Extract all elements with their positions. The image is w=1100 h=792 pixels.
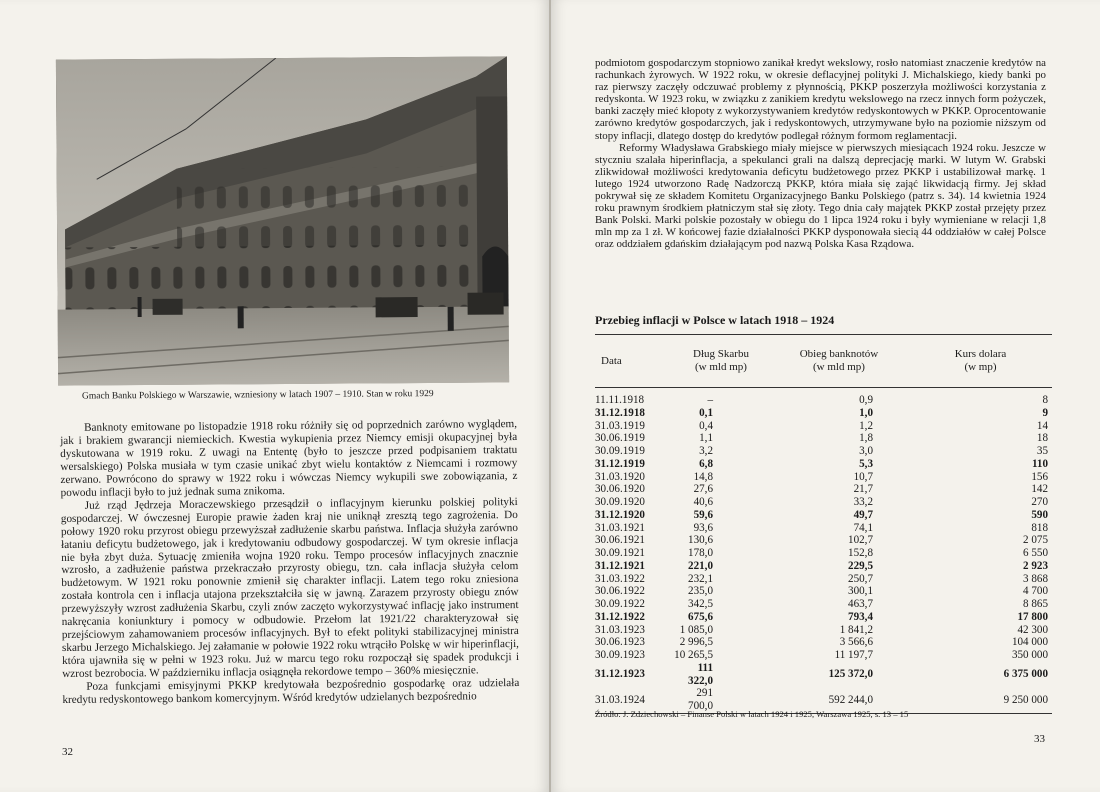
header-dollar-rate [909, 335, 1052, 388]
debt-cell: 235,0 [688, 585, 713, 598]
table-row [595, 573, 1052, 586]
date-cell: 31.12.1919 [595, 457, 645, 470]
banknotes-cell: 21,7 [853, 483, 873, 496]
date-cell: 31.03.1922 [595, 572, 645, 585]
dollar-rate-cell: 18 [1036, 432, 1048, 445]
date-cell: 31.12.1922 [595, 610, 645, 623]
table-row [595, 598, 1052, 611]
banknotes-cell: 300,1 [848, 585, 873, 598]
header-banknotes-line2: (w mld mp) [813, 361, 865, 373]
banknotes-cell: 33,2 [853, 496, 873, 508]
table-row [595, 662, 1052, 688]
banknotes-cell: 1 841,2 [839, 623, 873, 636]
banknotes-cell: 74,1 [853, 521, 873, 534]
debt-cell: 232,1 [688, 572, 713, 585]
debt-cell: 10 265,5 [674, 649, 713, 661]
photo-caption: Gmach Banku Polskiego w Warszawie, wzniesiony w latach 1907 – 1910. Stan w roku 1929 [81, 389, 434, 402]
date-cell: 30.06.1920 [595, 483, 645, 496]
dollar-rate-cell: 818 [1031, 521, 1048, 534]
table-row [595, 471, 1052, 484]
table-body [595, 388, 1052, 714]
date-cell: 31.03.1924 [595, 687, 673, 713]
debt-cell: 3,2 [699, 445, 713, 457]
debt-cell: 0,4 [699, 419, 713, 432]
date-cell: 31.12.1923 [595, 668, 645, 681]
dollar-rate-cell: 110 [1031, 457, 1048, 470]
header-debt [673, 335, 769, 388]
debt-cell: 2 996,5 [679, 636, 713, 649]
banknotes-cell: 1,8 [859, 432, 873, 445]
banknotes-cell: 592 244,0 [769, 687, 909, 713]
table-row [595, 534, 1052, 547]
dollar-rate-cell: 350 000 [1011, 649, 1048, 661]
table-row [595, 585, 1052, 598]
dollar-rate-cell: 2 075 [1023, 534, 1048, 547]
page-number-right: 33 [1034, 733, 1045, 745]
header-dollar-rate-line1: Kurs dolara [954, 348, 1007, 360]
dollar-rate-cell: 35 [1036, 445, 1048, 457]
dollar-rate-cell: 6 375 000 [1003, 668, 1048, 681]
table-row [595, 483, 1052, 496]
header-dollar-rate-line2: (w mp) [964, 361, 997, 373]
dollar-rate-cell: 8 [1042, 394, 1048, 406]
header-banknotes [769, 335, 909, 388]
paragraph: Reformy Władysława Grabskiego miały miejsce w pierwszych miesiącach 1924 roku. Jeszcze w styczniu szalała hiperinflacja, a spekulanci grali na dalszą deprecjację marki. W lutym W. Grabski zlikwidował możliwości kredytowania deficytu budżetowego przez PKKP i ustabilizował markę. 1 lutego 1924 utworzono Radę Nadzorczą PKKP, która miała się zająć likwidacją firmy. Jej skład pokrywał się ze składem Komitetu Organizacyjnego Banku Polskiego (patrz s. 34). 14 kwietnia 1924 roku prawnym środkiem płatniczym stał się złoty. Tego dnia cały majątek PKKP został przejęty przez Bank Polski. Marki polskie pozostały w obiegu do 1 lipca 1924 roku i były wymieniane w relacji 1,8 mln mp za 1 zł. W końcowej fazie działalności PKKP dysponowała siecią 44 oddziałów w całej Polsce oraz oddziałem gdańskim działającym pod nazwą Polska Kasa Rządowa. [595, 141, 1046, 251]
banknotes-cell: 152,8 [848, 547, 873, 559]
dollar-rate-cell: 2 923 [1023, 559, 1048, 572]
date-cell: 31.03.1919 [595, 419, 645, 432]
date-cell: 11.11.1918 [595, 394, 645, 406]
debt-cell: 1 085,0 [679, 623, 713, 636]
table-row [595, 547, 1052, 560]
left-body-text [60, 418, 519, 707]
inflation-table [595, 334, 1052, 714]
dollar-rate-cell: 9 [1042, 406, 1048, 419]
debt-cell: 221,0 [688, 559, 713, 572]
banknotes-cell: 102,7 [848, 534, 873, 547]
date-cell: 31.03.1920 [595, 470, 645, 483]
date-cell: 30.09.1919 [595, 445, 645, 457]
table-row [595, 432, 1052, 445]
debt-cell: 59,6 [693, 508, 713, 521]
debt-cell: 27,6 [693, 483, 713, 496]
table-row [595, 388, 1052, 407]
debt-cell: 675,6 [688, 610, 713, 623]
table-row [595, 522, 1052, 535]
banknotes-cell: 3 566,6 [839, 636, 873, 649]
dollar-rate-cell: 42 300 [1017, 623, 1048, 636]
page-number-left: 32 [62, 746, 73, 758]
table-row [595, 420, 1052, 433]
table-row [595, 649, 1052, 662]
date-cell: 30.06.1923 [595, 636, 645, 649]
dollar-rate-cell: 14 [1036, 419, 1048, 432]
debt-cell: 342,5 [688, 598, 713, 610]
debt-cell: 291 700,0 [673, 687, 769, 713]
table-row [595, 624, 1052, 637]
header-debt-line1: Dług Skarbu [693, 348, 749, 360]
date-cell: 31.12.1921 [595, 559, 645, 572]
banknotes-cell: 11 197,7 [834, 649, 873, 661]
table-row [595, 496, 1052, 509]
date-cell: 30.06.1921 [595, 534, 645, 547]
paragraph: Już rząd Jędrzeja Moraczewskiego przesądził o inflacyjnym kierunku polskiej polityki gospodarczej. W ówczesnej Europie prawie żaden kraj nie uniknął zresztą tego zagrożenia. Do połowy 1920 roku przyrost obiegu przewyższał zadłużenie skarbu państwa. Inflacja służyła zarówno łataniu deficytu budżetowego, jak i kredytowaniu odbudowy gospodarczej. W tym okresie inflacja nie była zbyt duża. Sytuację zmieniła wojna 1920 roku. Tempo procesów inflacyjnych znacznie wzrosło, a zadłużenie państwa przekraczało przyrosty obiegu, tzn. cała inflacja służyła celom budżetowym. W 1921 roku ponownie zmienił się charakter inflacji. Latem tego roku zniesiona została kontrola cen i inflacja utajona przekształciła się w jawną. Zarazem przyrosty obiegu znów przewyższyły wzrost zadłużenia Skarbu, czyli znów zaczęto wykorzystywać inflację jako instrument nakręcania koniunktury i pomocy w odbudowie. Przełom lat 1921/22 charakteryzował się przejściowym zahamowaniem procesów inflacyjnych. Był to efekt polityki stabilizacyjnej ministra skarbu Jerzego Michalskiego. Jej załamanie w połowie 1922 roku wtrąciło Polskę w wir hiperinflacji, która ujawniła się w pełni w 1923 roku. Już w marcu tego roku rozpoczął się spadek produkcji i wzrost bezrobocia. W październiku inflacja osiągnęła rekordowe tempo – 360% miesięcznie. [60, 495, 520, 681]
banknotes-cell: 793,4 [848, 610, 873, 623]
debt-cell: 14,8 [693, 470, 713, 483]
left-page [0, 0, 549, 792]
debt-cell: 111 322,0 [688, 661, 713, 687]
banknotes-cell: 1,0 [859, 406, 873, 419]
table-row [595, 611, 1052, 624]
dollar-rate-cell: 590 [1031, 508, 1048, 521]
date-cell: 30.09.1923 [595, 649, 645, 661]
table-row [595, 407, 1052, 420]
table-row [595, 509, 1052, 522]
date-cell: 30.06.1922 [595, 585, 645, 598]
debt-cell: 1,1 [699, 432, 713, 445]
dollar-rate-cell: 17 800 [1017, 610, 1048, 623]
banknotes-cell: 250,7 [848, 572, 873, 585]
date-cell: 31.03.1921 [595, 521, 645, 534]
banknotes-cell: 0,9 [859, 394, 873, 406]
table-row [595, 560, 1052, 573]
date-cell: 30.09.1920 [595, 496, 645, 508]
table-source-note: Źródło: J. Zdziechowski – Finanse Polski w latach 1924 i 1925, Warszawa 1925, s. 13 – 15 [595, 709, 909, 719]
dollar-rate-cell: 104 000 [1011, 636, 1048, 649]
date-cell: 31.03.1923 [595, 623, 645, 636]
date-cell: 30.06.1919 [595, 432, 645, 445]
dollar-rate-cell: 3 868 [1023, 572, 1048, 585]
debt-cell: 130,6 [688, 534, 713, 547]
date-cell: 31.12.1920 [595, 508, 645, 521]
debt-cell: – [707, 394, 713, 406]
banknotes-cell: 3,0 [859, 445, 873, 457]
table-header-row [595, 335, 1052, 388]
banknotes-cell: 463,7 [848, 598, 873, 610]
table-row [595, 445, 1052, 458]
header-banknotes-line1: Obieg banknotów [799, 348, 879, 360]
inflation-table-container [595, 334, 1052, 714]
banknotes-cell: 1,2 [859, 419, 873, 432]
debt-cell: 93,6 [693, 521, 713, 534]
debt-cell: 40,6 [693, 496, 713, 508]
date-cell: 31.12.1918 [595, 406, 645, 419]
dollar-rate-cell: 6 550 [1023, 547, 1048, 559]
table-row [595, 458, 1052, 471]
dollar-rate-cell: 270 [1031, 496, 1048, 508]
banknotes-cell: 10,7 [853, 470, 873, 483]
date-cell: 30.09.1921 [595, 547, 645, 559]
right-body-text [595, 57, 1046, 251]
table-row [595, 636, 1052, 649]
debt-cell: 0,1 [699, 406, 713, 419]
banknotes-cell: 49,7 [853, 508, 873, 521]
header-debt-line2: (w mld mp) [695, 361, 747, 373]
dollar-rate-cell: 8 865 [1023, 598, 1048, 610]
paragraph: podmiotom gospodarczym stopniowo zanikał kredyt wekslowy, rosło natomiast znaczenie kredytów na rachunkach żyrowych. W 1922 roku, w okresie deflacyjnej polityki J. Michalskiego, kiedy banki po raz pierwszy zaczęły odczuwać problemy z płynnością, PKKP poszerzyła możliwości korzystania z redyskonta. W 1923 roku, w związku z zanikiem kredytu wekslowego na rzecz innych form pożyczek, banki zaczęły mieć kłopoty z wykorzystywaniem kredytów redyskontowych w PKKP. Oprocentowanie zarówno kredytów gospodarczych, jak i redyskontowych, utrzymywane było na poziomie niższym od stopy inflacji, dlatego dostęp do kredytów podlegał różnym formom reglamentacji. [595, 57, 1046, 142]
paragraph: Poza funkcjami emisyjnymi PKKP kredytowała bezpośrednio gospodarkę oraz udzielała kredytu redyskontowego bankom komercyjnym. Wśród kredytów udzielanych bezpośrednio [62, 677, 520, 707]
debt-cell: 178,0 [688, 547, 713, 559]
paragraph: Banknoty emitowane po listopadzie 1918 roku różniły się od poprzednich zarówno wyglądem, jak i brakiem gwarancji niemieckich. Kwestia wykupienia przez Niemcy emisji okupacyjnej była dyskutowana w 1919 roku. Z uwagi na Ententę (było to jeszcze przed podpisaniem traktatu wersalskiego) Polska musiała w tym czasie unikać zbyt wielu kontaktów z Niemcami i rozmowy zerwano. Powrócono do sprawy w 1922 roku i wówczas Niemcy wykupili swe zobowiązania, z powodu inflacji było to już jednak suma znikoma. [60, 418, 518, 499]
dollar-rate-cell: 142 [1031, 483, 1048, 496]
dollar-rate-cell: 4 700 [1023, 585, 1048, 598]
bank-building-photo [56, 56, 509, 385]
bank-building-photo-image [56, 56, 509, 385]
header-date: Data [595, 335, 673, 388]
banknotes-cell: 5,3 [859, 457, 873, 470]
debt-cell: 6,8 [699, 457, 713, 470]
banknotes-cell: 125 372,0 [828, 668, 873, 681]
banknotes-cell: 229,5 [848, 559, 873, 572]
date-cell: 30.09.1922 [595, 598, 645, 610]
inflation-table-title: Przebieg inflacji w Polsce w latach 1918 – 1924 [595, 313, 835, 327]
dollar-rate-cell: 9 250 000 [909, 687, 1052, 713]
dollar-rate-cell: 156 [1031, 470, 1048, 483]
